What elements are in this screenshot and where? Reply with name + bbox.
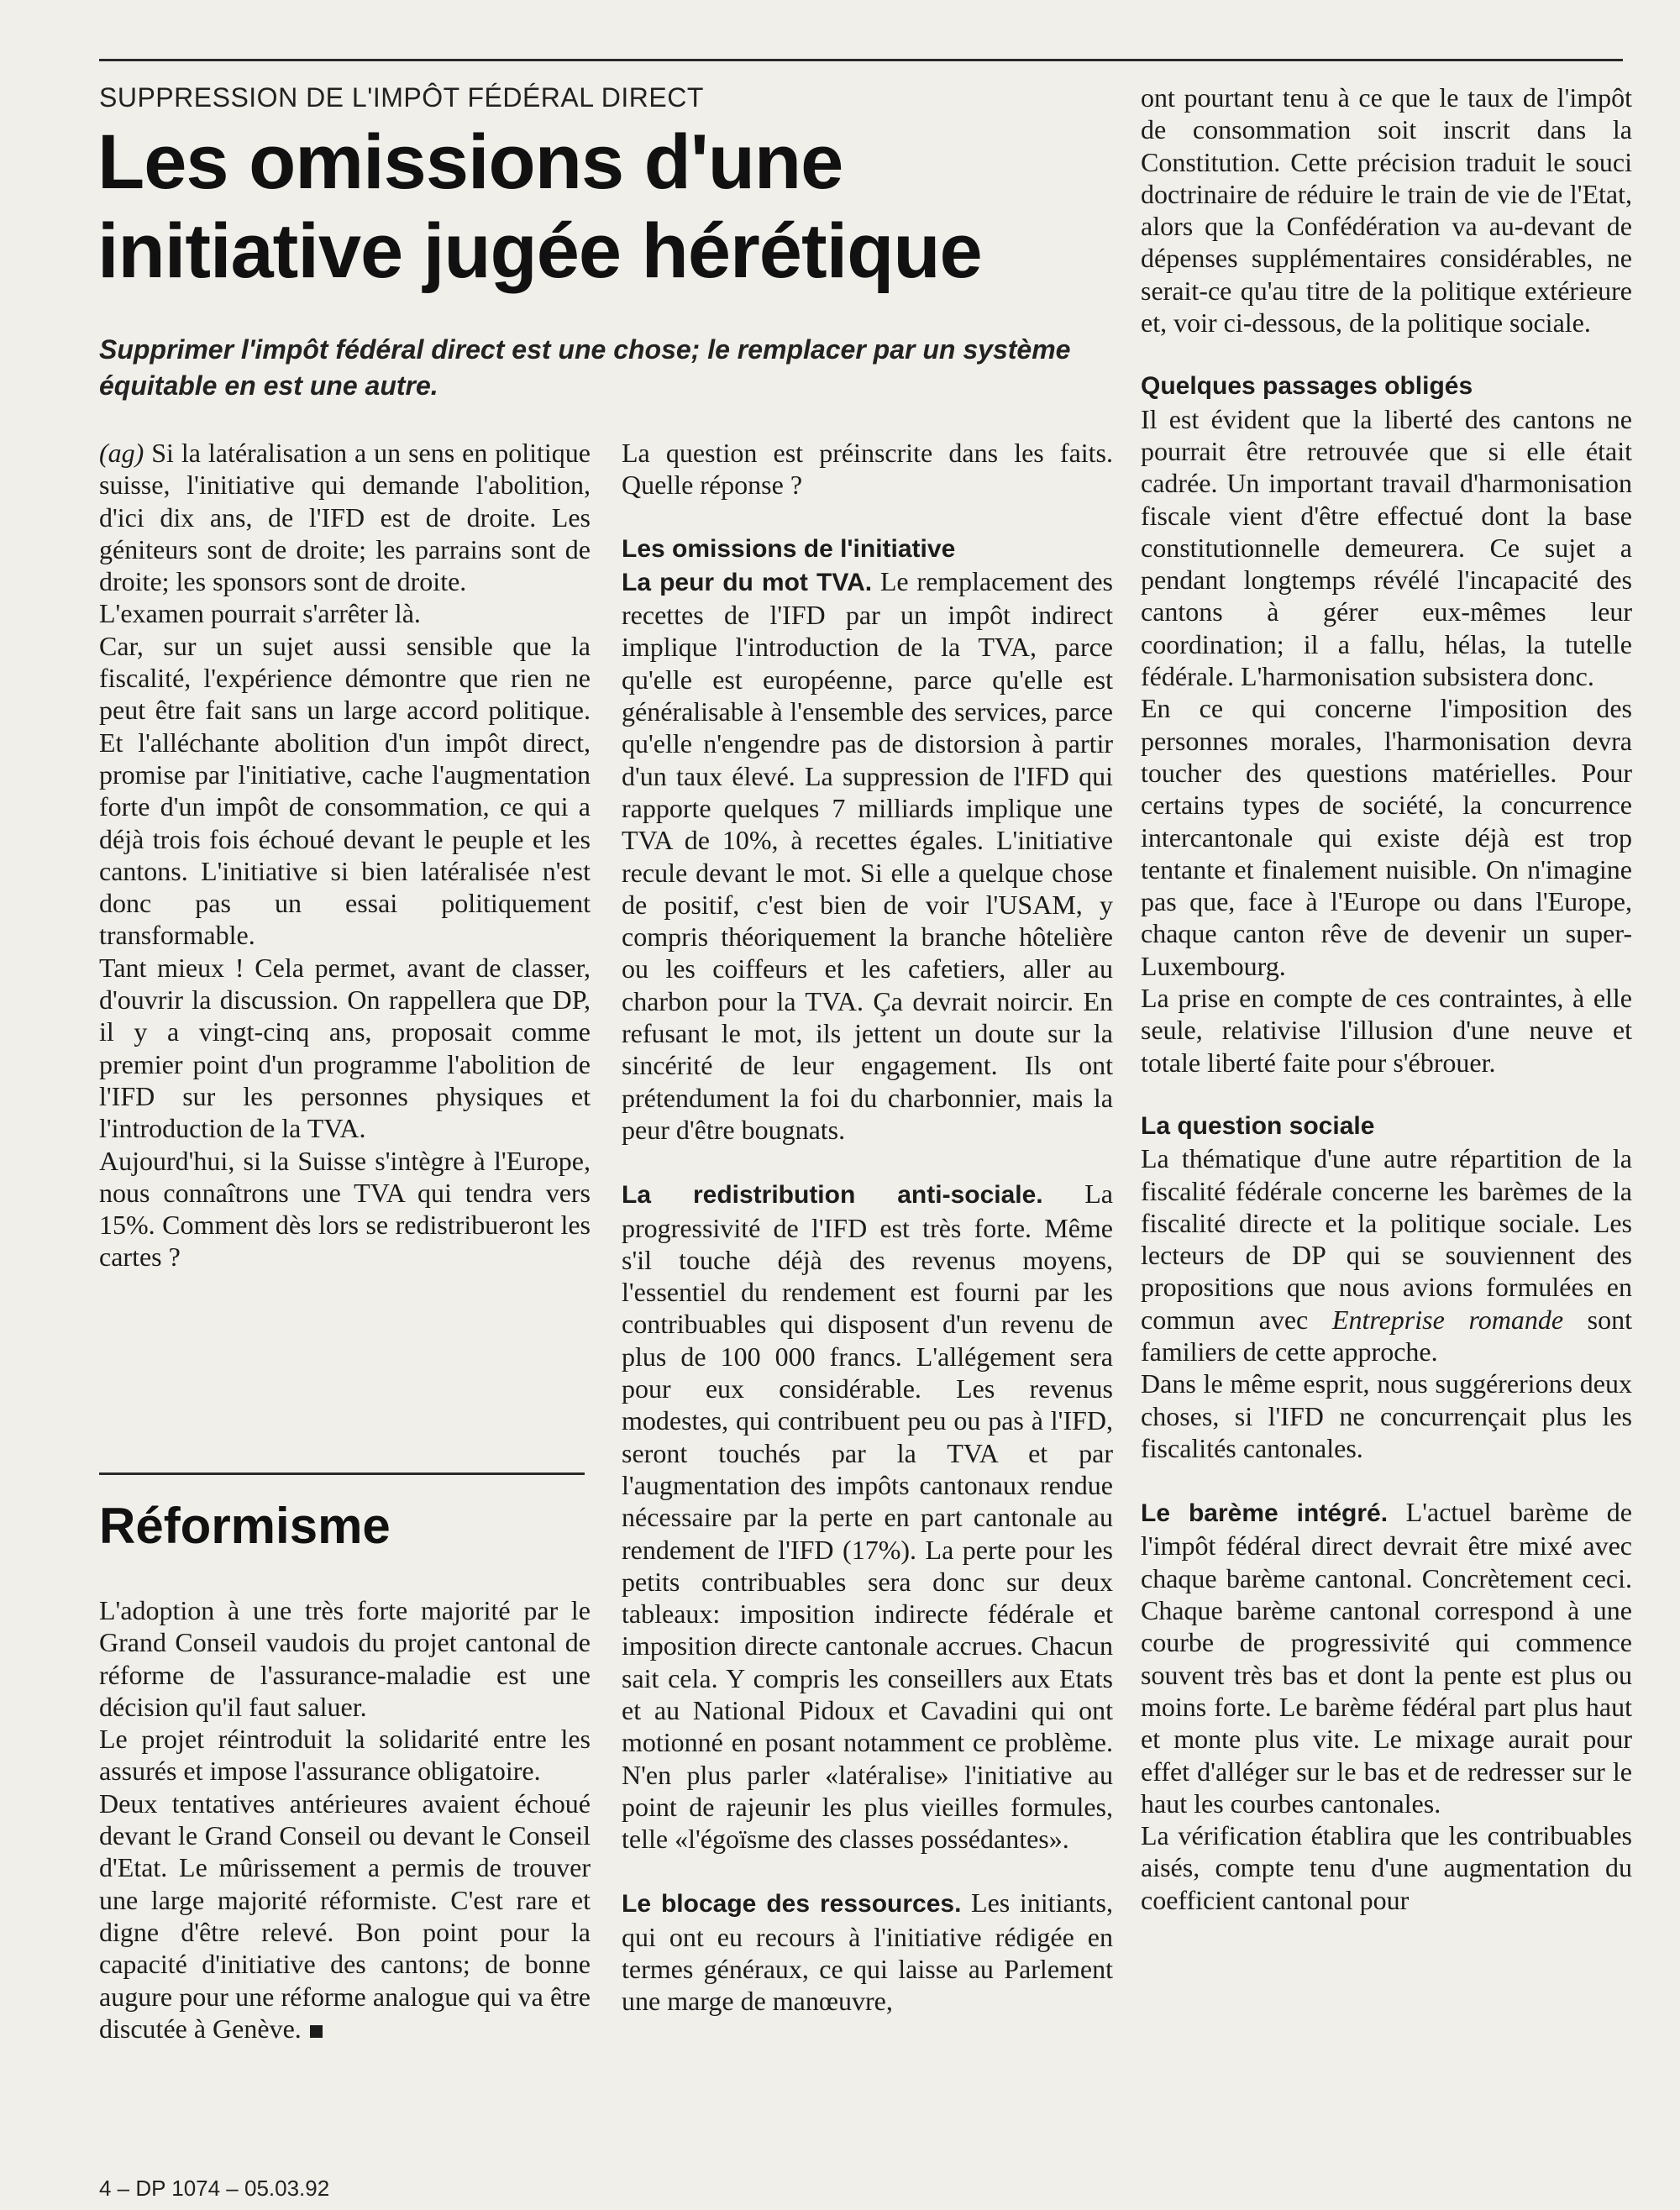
paragraph: ont pourtant tenu à ce que le taux de l'impôt de consommation soit inscrit dans la Constitution. Cette précision traduit le souci doctrinaire de réduire le train de vie de l'Etat, alors que la Confédération va au-devant de dépenses supplémentaires considérables, ne serait-ce qu'au titre de la politique extérieure et, voir ci-dessous, de la politique sociale.: [1141, 82, 1632, 339]
lede: Supprimer l'impôt fédéral direct est une chose; le remplacer par un système équitable en est une autre.: [99, 334, 1071, 401]
run-in-heading: Le blocage des ressources.: [622, 1890, 962, 1919]
kicker: SUPPRESSION DE L'IMPÔT FÉDÉRAL DIRECT: [99, 82, 704, 113]
subheading: Les omissions de l'initiative: [622, 534, 956, 563]
reformisme-title: Réformisme: [99, 1498, 391, 1554]
paragraph: L'adoption à une très forte majorité par le Grand Conseil vaudois du projet cantonal de réforme de l'assurance-maladie est une décision qu'il faut saluer.: [99, 1595, 591, 1722]
run-in-heading: La redistribution anti-sociale.: [622, 1181, 1043, 1210]
paragraph: Dans le même esprit, nous suggérerions deux choses, si l'IFD ne concurrençait plus les fiscalités cantonales.: [1141, 1368, 1632, 1463]
subheading: La question sociale: [1141, 1111, 1375, 1140]
top-rule: [99, 59, 1623, 61]
paragraph: L'examen pourrait s'arrêter là.: [99, 598, 421, 629]
paragraph: En ce qui concerne l'imposition des personnes morales, l'harmonisation devra toucher des questions matérielles. Pour certains types de société, la concurrence intercantonale qui existe déjà est trop tentante et finalement nuisible. On n'imagine pas que, face à l'Europe ou dans l'Europe, chaque canton rêve de devenir un super-Luxembourg.: [1141, 693, 1632, 981]
run-in-heading: La peur du mot TVA.: [622, 568, 873, 596]
run-in-heading: Le barème intégré.: [1141, 1499, 1389, 1528]
paragraph: Tant mieux ! Cela permet, avant de classer, d'ouvrir la discussion. On rappellera que DP, il y a vingt-cinq ans, proposait comme premier point d'un programme l'abolition de l'IFD sur les personnes physiques et l'introduction de la TVA.: [99, 952, 591, 1144]
paragraph: La vérification établira que les contribuables aisés, compte tenu d'une augmentation du coefficient cantonal pour: [1141, 1820, 1632, 1915]
paragraph: La prise en compte de ces contraintes, à elle seule, relativise l'illusion d'une neuve et totale liberté faite pour s'ébrouer.: [1141, 983, 1632, 1078]
page-footer: 4 – DP 1074 – 05.03.92: [99, 2176, 330, 2201]
article-column-1: [99, 437, 591, 1273]
headline-line-2: initiative jugée hérétique: [97, 208, 982, 294]
paragraph: Le blocage des ressources. Les initiants, qui ont eu recours à l'initiative rédigée en termes généraux, ce qui laisse au Parlement une marge de manœuvre,: [622, 1887, 1114, 2017]
section-rule: [99, 1472, 585, 1475]
article-column-2: [622, 437, 1113, 2018]
paragraph: Le projet réintroduit la solidarité entre les assurés et impose l'assurance obligatoire.: [99, 1724, 591, 1787]
paragraph: La thématique d'une autre répartition de la fiscalité fédérale concerne les barèmes de la fiscalité directe et la politique sociale. Les lecteurs de DP qui se souviennent des propositions que nous avions formulées en commun avec Entreprise romande sont familiers de cette approche.: [1141, 1143, 1633, 1367]
paragraph: La question est préinscrite dans les faits. Quelle réponse ?: [622, 438, 1113, 501]
paragraph: (ag) Si la latéralisation a un sens en politique suisse, l'initiative qui demande l'abolition, d'ici dix ans, de l'IFD est de droite. Les géniteurs sont de droite; les parrains sont de droite; les sponsors sont de droite.: [99, 438, 591, 597]
reformisme-column: [99, 1594, 591, 2045]
paragraph: La redistribution anti-sociale. La progressivité de l'IFD est très forte. Même s'il touche déjà des revenus moyens, l'essentiel du rendement est fourni par les contribuables qui disposent d'un revenu de plus de 100 000 francs. L'allégement sera pour eux considérable. Les revenus modestes, qui contribuent peu ou pas à l'IFD, seront touchés par la TVA et par l'augmentation des impôts cantonaux rendue nécessaire par la perte en part cantonale au rendement de l'IFD (17%). La perte pour les petits contribuables sera donc sur deux tableaux: imposition indirecte fédérale et imposition directe cantonale accrues. Chacun sait cela. Y compris les conseillers aux Etats et au National Pidoux et Cavadini qui ont motionné en posant notamment ce problème. N'en plus parler «latéralise» l'initiative au point de rajeunir les plus vieilles formules, telle «l'égoïsme des classes possédantes».: [622, 1178, 1114, 1855]
subheading: Quelques passages obligés: [1141, 372, 1473, 401]
author-initials: (ag): [99, 438, 144, 468]
headline-line-1: Les omissions d'une: [97, 119, 843, 205]
paragraph: Aujourd'hui, si la Suisse s'intègre à l'Europe, nous connaîtrons une TVA qui tendra vers 15%. Comment dès lors se redistribueront les cartes ?: [99, 1145, 591, 1273]
end-mark: [310, 2025, 323, 2038]
paragraph: Car, sur un sujet aussi sensible que la fiscalité, l'expérience démontre que rien ne peut être fait sans un large accord politique. Et l'alléchante abolition d'un impôt direct, promise par l'initiative, cache l'augmentation forte d'un impôt de consommation, ce qui a déjà trois fois échoué devant le peuple et les cantons. L'initiative si bien latéralisée n'est donc pas un essai politiquement transformable.: [99, 630, 591, 951]
paragraph: Deux tentatives antérieures avaient échoué devant le Grand Conseil ou devant le Conseil d'Etat. Le mûrissement a permis de trouver une large majorité réformiste. C'est rare et digne d'être relevé. Bon point pour la capacité d'initiative des cantons; de bonne augure pour une réforme analogue qui va être discutée à Genève.: [99, 1787, 591, 2044]
paragraph: Le barème intégré. L'actuel barème de l'impôt fédéral direct devrait être mixé avec chaque barème cantonal. Concrètement ceci. Chaque barème cantonal correspond à une courbe de progressivité qui commence souvent très bas et dont la pente est plus ou moins forte. Le barème fédéral part plus haut et monte plus vite. Le mixage aurait pour effet d'alléger sur le bas et de redresser sur le haut les courbes cantonales.: [1141, 1497, 1633, 1819]
paragraph: La peur du mot TVA. Le remplacement des recettes de l'IFD par un impôt indirect implique l'introduction de la TVA, parce qu'elle est européenne, parce qu'elle est généralisable à l'ensemble des services, parce qu'elle n'engendre pas de distorsion à partir d'un taux élevé. La suppression de l'IFD qui rapporte quelques 7 milliards implique une TVA de 10%, à recettes égales. L'initiative recule devant le mot. Si elle a quelque chose de positif, c'est bien de voir l'USAM, y compris théoriquement la branche hôtelière ou les coiffeurs et les cafetiers, aller au charbon pour la TVA. Ça devrait noircir. En refusant le mot, ils jettent un doute sur la sincérité de leur engagement. Ils ont prétendument la foi du charbonnier, mais la peur d'être bougnats.: [622, 565, 1113, 1145]
article-column-3: [1141, 81, 1632, 1916]
paragraph: Il est évident que la liberté des cantons ne pourrait être retrouvée que si elle était cadrée. Un important travail d'harmonisation fiscale vient d'être effectué dont la base constitutionnelle demeurera. Ce sujet a pendant longtemps révélé l'incapacité des cantons à gérer eux-mêmes leur coordination; il a fallu, hélas, la tutelle fédérale. L'harmonisation subsistera donc.: [1141, 403, 1632, 692]
publication-name: Entreprise romande: [1331, 1304, 1564, 1335]
headline: [97, 118, 1105, 296]
